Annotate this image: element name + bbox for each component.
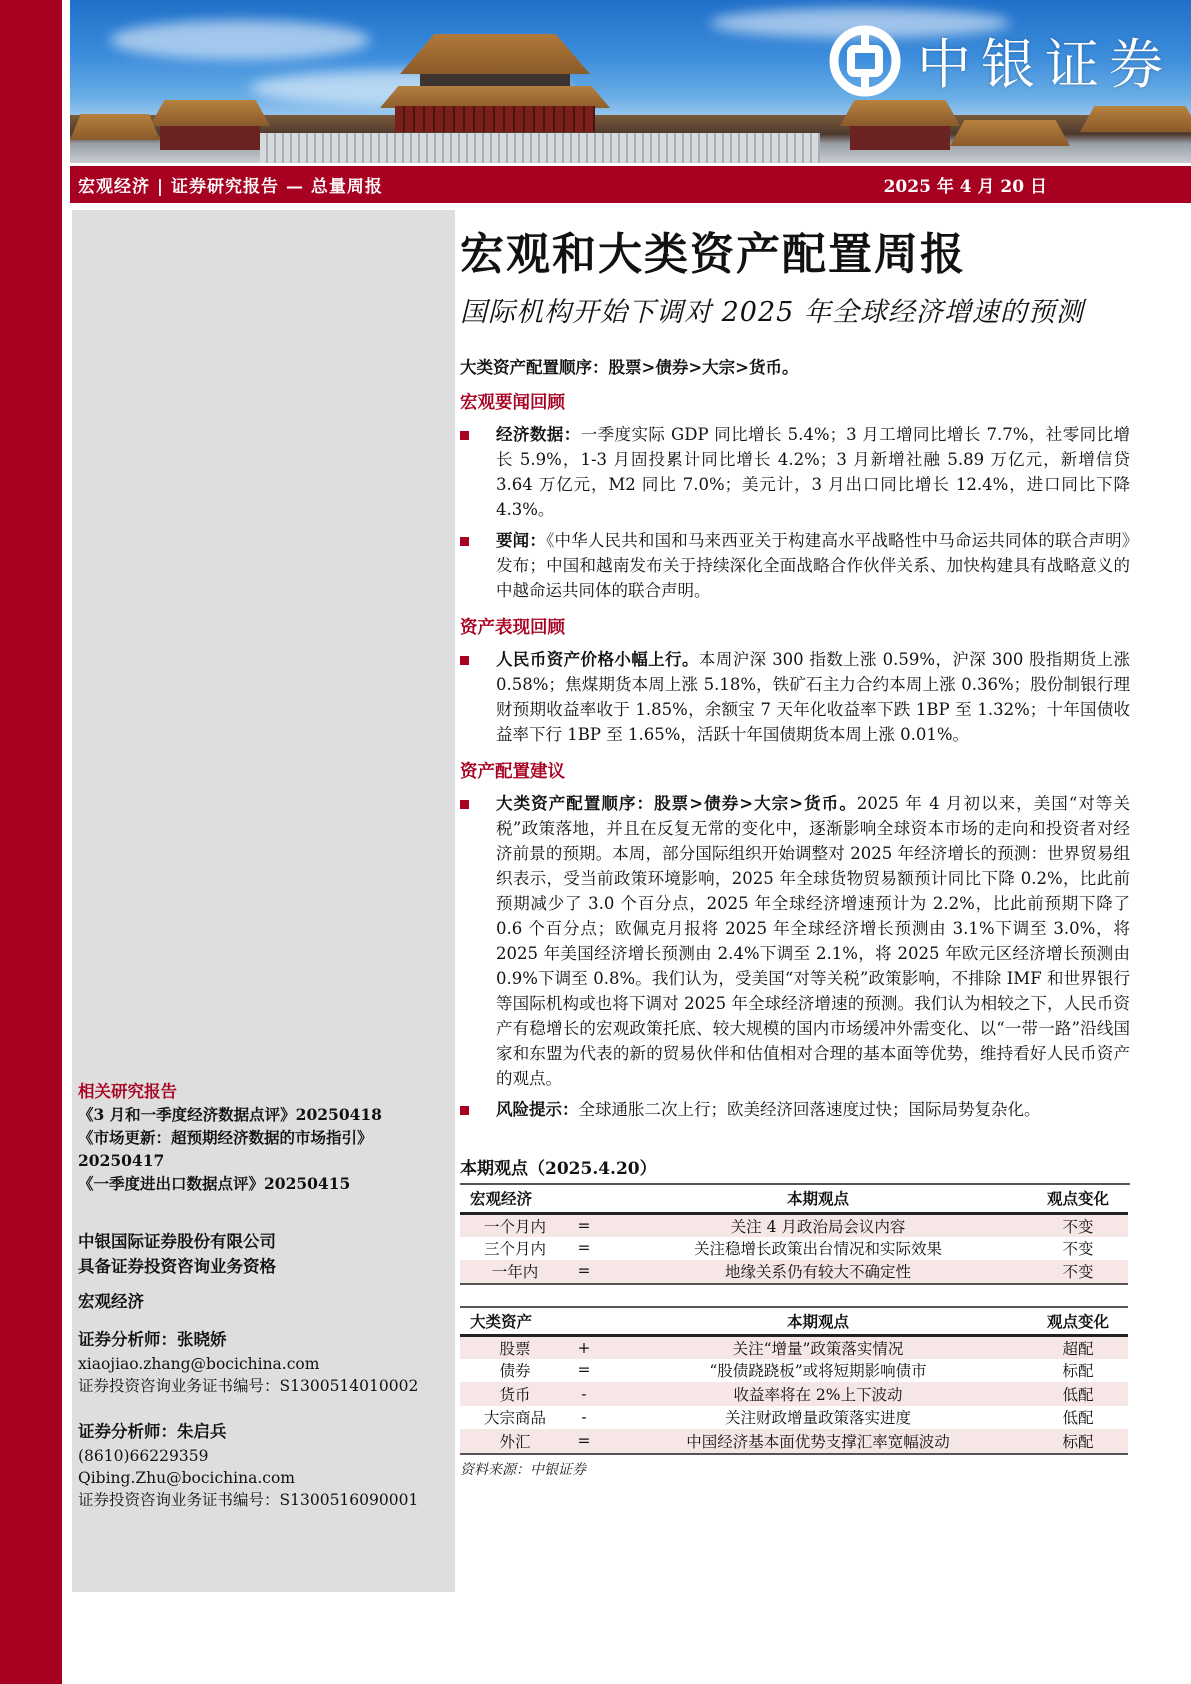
table-cell: 股票 bbox=[460, 1335, 560, 1359]
report-subtitle: 国际机构开始下调对 2025 年全球经济增速的预测 bbox=[460, 297, 1084, 328]
table-cell: 标配 bbox=[1062, 1362, 1094, 1381]
table-header bbox=[560, 1185, 608, 1213]
breadcrumb: 宏观经济 | 证券研究报告 — 总量周报 bbox=[78, 177, 383, 197]
main-hall-lower-roof bbox=[380, 86, 610, 108]
analyst-name: 证券分析师：张晓娇 bbox=[78, 1330, 227, 1349]
brand-logo bbox=[829, 22, 1173, 99]
bullet-lead: 经济数据： bbox=[496, 425, 581, 444]
main-content bbox=[460, 210, 1130, 1479]
table-cell: - bbox=[560, 1382, 608, 1406]
table-cell: = bbox=[560, 1213, 608, 1237]
views-table bbox=[460, 1185, 1128, 1453]
table-cell: 不变 bbox=[1028, 1260, 1128, 1284]
analyst-certificate: 证券投资咨询业务证书编号：S1300514010002 bbox=[78, 1377, 419, 1395]
bullet-risk-warning bbox=[460, 1097, 1130, 1122]
side-hall-roof bbox=[840, 100, 960, 126]
table-cell: 三个月内 bbox=[483, 1240, 546, 1259]
bullet-text: 《中华人民共和国和马来西亚关于构建高水平战略性中马命运共同体的联合声明》发布；中国和越南发布关于持续深化全面战略合作伙伴关系、加快构建具有战略意义的中越命运共同体的联合声明。 bbox=[496, 531, 1131, 600]
table-cell: 低配 bbox=[1062, 1409, 1094, 1428]
main-hall-upper-roof bbox=[400, 34, 590, 74]
table-header: 观点变化 bbox=[1028, 1307, 1128, 1335]
table-cell: 收益率将在 2%上下波动 bbox=[608, 1382, 1028, 1406]
table-header-row bbox=[460, 1307, 1128, 1335]
section-heading-asset-performance: 资产表现回顾 bbox=[460, 618, 565, 638]
report-category-bar bbox=[70, 166, 1191, 203]
side-hall-roof bbox=[950, 120, 1070, 146]
analyst-email[interactable]: xiaojiao.zhang@bocichina.com bbox=[78, 1355, 320, 1373]
side-hall-body bbox=[160, 126, 260, 150]
info-sidebar bbox=[72, 210, 455, 1592]
table-cell: = bbox=[560, 1260, 608, 1284]
bullet-economic-data bbox=[460, 422, 1130, 522]
table-row bbox=[460, 1237, 1128, 1261]
cloud-decoration bbox=[110, 20, 370, 60]
qualification: 具备证券投资咨询业务资格 bbox=[78, 1257, 276, 1276]
table-header: 宏观经济 bbox=[460, 1185, 560, 1213]
analyst-phone: (8610)66229359 bbox=[78, 1447, 209, 1465]
section-heading-macro-news: 宏观要闻回顾 bbox=[460, 393, 565, 413]
report-date: 2025 年 4 月 20 日 bbox=[883, 177, 1047, 197]
table-header-row bbox=[460, 1185, 1128, 1213]
table-cell: 债券 bbox=[499, 1362, 531, 1381]
table-row bbox=[460, 1429, 1128, 1453]
bullet-square-icon bbox=[460, 431, 469, 440]
table-cell: 外汇 bbox=[460, 1429, 560, 1453]
table-header: 观点变化 bbox=[1028, 1185, 1128, 1213]
table-row bbox=[460, 1406, 1128, 1430]
boc-logo-icon bbox=[829, 25, 901, 97]
table-cell: 一个月内 bbox=[460, 1213, 560, 1237]
table-bottom-rule bbox=[460, 1453, 1128, 1455]
table-header: 本期观点 bbox=[608, 1185, 1028, 1213]
table-cell: 低配 bbox=[1028, 1382, 1128, 1406]
department: 宏观经济 bbox=[78, 1292, 144, 1311]
bullet-text: 本周沪深 300 指数上涨 0.59%，沪深 300 股指期货上涨 0.58%；焦煤期货本周上涨 5.18%，铁矿石主力合约本周上涨 0.36%；股份制银行理财预期收益率收于 1.85%，余额宝 7 天年化收益率下跌 1BP 至 1.32%；十年国债收益率下行 1BP 至 1.65%，活跃十年国债期货本周上涨 0.01%。 bbox=[496, 650, 1131, 744]
bullet-text: 2025 年 4 月初以来，美国“对等关税”政策落地，并且在反复无常的变化中，逐渐影响全球资本市场的走向和投资者对经济前景的预期。本周，部分国际组织开始调整对 2025 年经济增长的预测：世界贸易组织表示，受当前政策环境影响，2025 年全球货物贸易额预计同比下降 0.2%，比此前预期减少了 3.0 个百分点，2025 年全球经济增速预计为 2.2%，比此前预期下降了 0.6 个百分点；欧佩克月报将 2025 年全球经济增长预测由 3.1%下调至 3.0%，将 2025 年美国经济增长预测由 2.4%下调至 2.1%，将 2025 年欧元区经济增长预测由 0.9%下调至 0.8%。我们认为，受美国“对等关税”政策影响，不排除 IMF 和世界银行等国际机构或也将下调对 2025 年全球经济增速的预测。我们认为相较之下，人民币资产有稳增长的宏观政策托底、较大规模的国内市场缓冲外需变化、以“一带一路”沿线国家和东盟为代表的新的贸易伙伴和估值相对合理的基本面等优势，维持看好人民币资产的观点。 bbox=[496, 794, 1130, 1088]
allocation-order-summary: 大类资产配置顺序：股票>债券>大宗>货币。 bbox=[460, 358, 799, 377]
side-hall-body bbox=[850, 126, 950, 150]
bullet-square-icon bbox=[460, 656, 469, 665]
company-name: 中银国际证券股份有限公司 bbox=[78, 1232, 276, 1251]
table-divider bbox=[460, 1284, 1128, 1308]
table-cell: 一年内 bbox=[460, 1260, 560, 1284]
related-report-link[interactable]: 《3 月和一季度经济数据点评》20250418 bbox=[78, 1105, 382, 1124]
related-reports-heading: 相关研究报告 bbox=[78, 1082, 177, 1101]
table-cell: 不变 bbox=[1028, 1213, 1128, 1237]
bullet-lead: 人民币资产价格小幅上行。 bbox=[496, 650, 699, 669]
bullet-lead: 要闻： bbox=[496, 531, 547, 550]
bullet-lead: 大类资产配置顺序：股票>债券>大宗>货币。 bbox=[496, 794, 857, 813]
bullet-allocation-order bbox=[460, 791, 1130, 1091]
table-row bbox=[460, 1213, 1128, 1237]
section-heading-allocation-advice: 资产配置建议 bbox=[460, 762, 565, 782]
side-hall-roof bbox=[150, 100, 270, 126]
report-title: 宏观和大类资产配置周报 bbox=[460, 229, 966, 280]
brand-name: 中银证券 bbox=[917, 33, 1173, 96]
table-header: 本期观点 bbox=[608, 1307, 1028, 1335]
analyst-name: 证券分析师：朱启兵 bbox=[78, 1422, 227, 1441]
main-hall-body bbox=[395, 106, 595, 132]
table-header bbox=[560, 1307, 608, 1335]
related-report-link[interactable]: 《一季度进出口数据点评》20250415 bbox=[78, 1174, 351, 1193]
table-cell: 关注“增量”政策落实情况 bbox=[608, 1335, 1028, 1359]
table-row bbox=[460, 1382, 1128, 1406]
bullet-lead: 风险提示： bbox=[496, 1100, 579, 1119]
analyst-certificate: 证券投资咨询业务证书编号：S1300516090001 bbox=[78, 1491, 419, 1509]
table-cell: = bbox=[560, 1429, 608, 1453]
table-cell: 货币 bbox=[460, 1382, 560, 1406]
side-hall-roof bbox=[70, 114, 160, 140]
bullet-key-news bbox=[460, 528, 1130, 603]
bullet-square-icon bbox=[460, 800, 469, 809]
views-table-title: 本期观点（2025.4.20） bbox=[460, 1154, 1130, 1185]
bullet-text: 全球通胀二次上行；欧美经济回落速度过快；国际局势复杂化。 bbox=[578, 1100, 1041, 1119]
table-row bbox=[460, 1359, 1128, 1383]
table-header: 大类资产 bbox=[460, 1307, 560, 1335]
header-banner-image bbox=[70, 0, 1191, 163]
bullet-square-icon bbox=[460, 1106, 469, 1115]
table-cell: 地缘关系仍有较大不确定性 bbox=[608, 1260, 1028, 1284]
table-row bbox=[460, 1260, 1128, 1284]
table-cell: 中国经济基本面优势支撑汇率宽幅波动 bbox=[608, 1429, 1028, 1453]
table-cell: + bbox=[560, 1335, 608, 1359]
table-row bbox=[460, 1335, 1128, 1359]
side-hall-roof bbox=[1080, 106, 1191, 132]
table-cell: 超配 bbox=[1028, 1335, 1128, 1359]
table-cell: 关注财政增量政策落实进度 bbox=[724, 1409, 911, 1428]
table-cell: 不变 bbox=[1062, 1240, 1094, 1259]
table-cell: - bbox=[581, 1408, 587, 1427]
bullet-rmb-assets bbox=[460, 647, 1130, 747]
analyst-email[interactable]: Qibing.Zhu@bocichina.com bbox=[78, 1469, 295, 1487]
bullet-square-icon bbox=[460, 537, 469, 546]
table-cell: 标配 bbox=[1028, 1429, 1128, 1453]
terrace bbox=[260, 133, 820, 163]
bullet-text: 一季度实际 GDP 同比增长 5.4%；3 月工增同比增长 7.7%，社零同比增长 5.9%，1-3 月固投累计同比增长 4.2%；3 月新增社融 5.89 万亿元，新增信贷 3.64 万亿元，M2 同比 7.0%；美元计，3 月出口同比增长 12.4%，进口同比下降 4.3%。 bbox=[496, 425, 1131, 519]
table-cell: = bbox=[577, 1361, 591, 1380]
left-brand-strip bbox=[0, 0, 62, 1684]
table-cell: 大宗商品 bbox=[483, 1409, 546, 1428]
table-cell: 关注稳增长政策出台情况和实际效果 bbox=[693, 1240, 942, 1259]
main-hall-middle bbox=[420, 74, 570, 88]
data-source-note: 资料来源：中银证券 bbox=[460, 1461, 586, 1478]
table-cell: 关注 4 月政治局会议内容 bbox=[608, 1213, 1028, 1237]
table-cell: = bbox=[577, 1239, 591, 1258]
table-cell: “股债跷跷板”或将短期影响债市 bbox=[709, 1362, 927, 1381]
related-report-link[interactable]: 《市场更新：超预期经济数据的市场指引》20250417 bbox=[78, 1128, 373, 1170]
